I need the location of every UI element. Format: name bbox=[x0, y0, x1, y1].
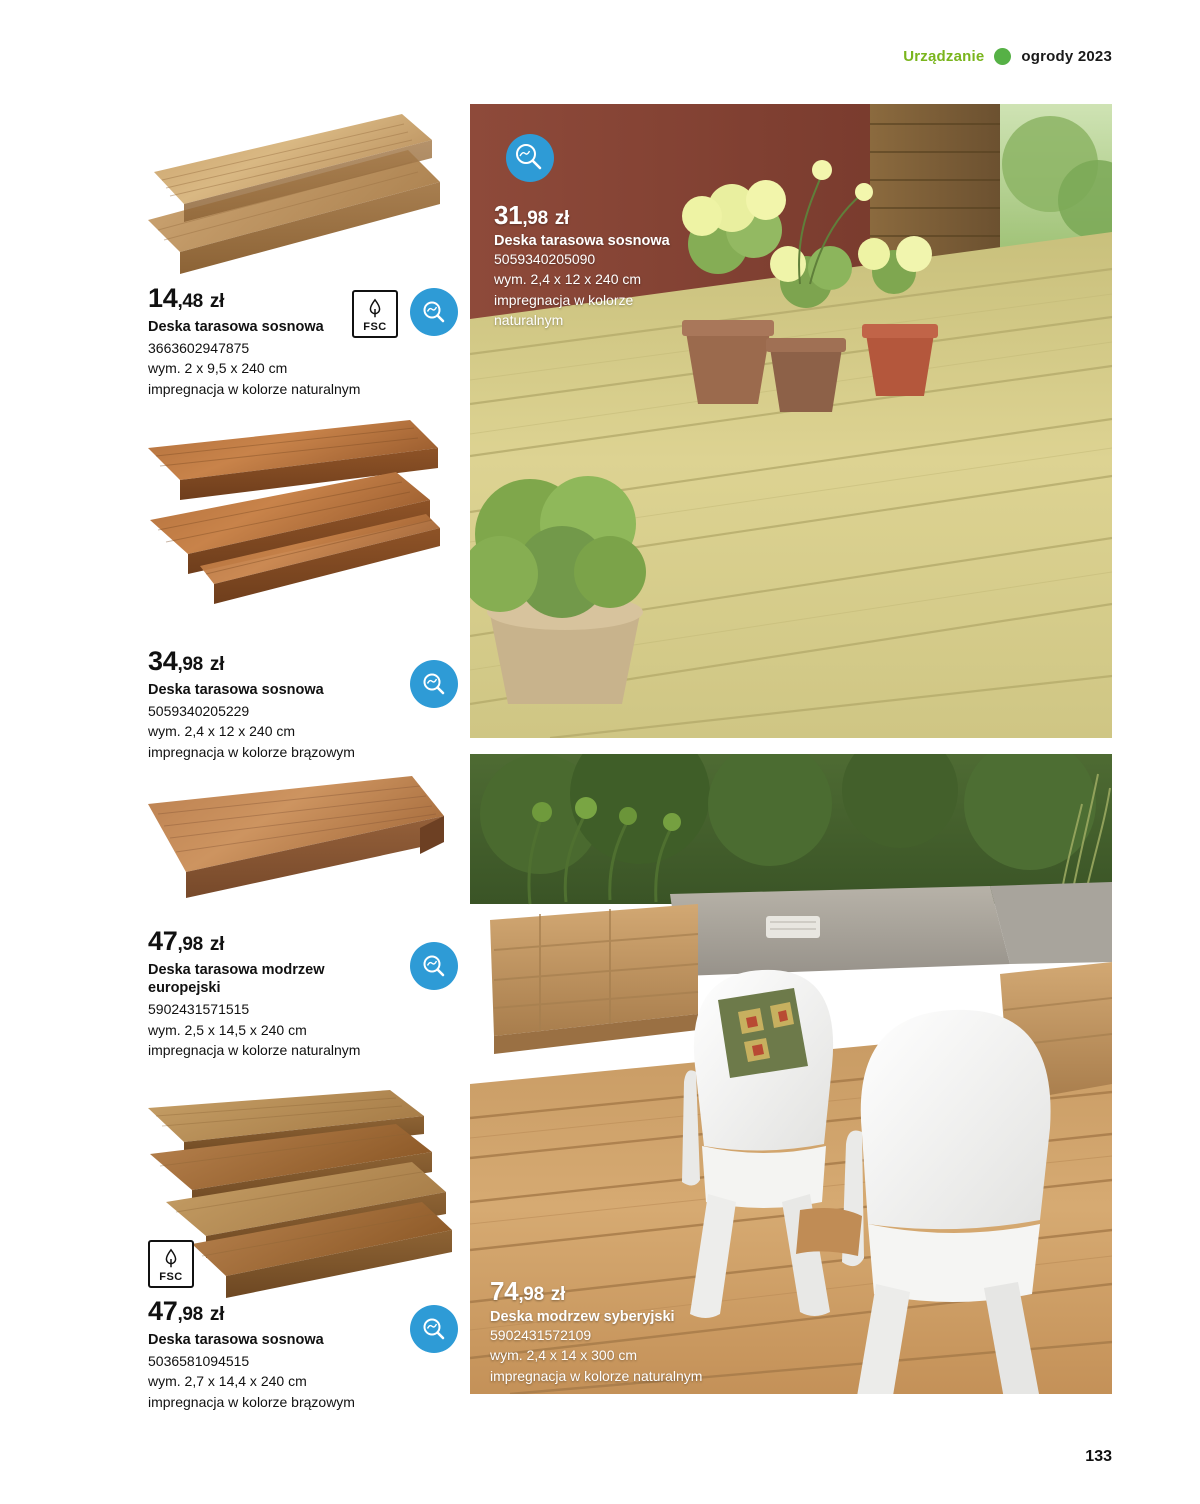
product-1-currency: zł bbox=[209, 291, 225, 312]
product-3-impregnation: impregnacja w kolorze naturalnym bbox=[148, 1041, 361, 1058]
page-header bbox=[903, 48, 1112, 65]
photo-2-price bbox=[490, 1276, 702, 1307]
magnifier-icon bbox=[421, 1316, 447, 1342]
magnifier-icon bbox=[421, 671, 447, 697]
product-4-dimensions: wym. 2,7 x 14,4 x 240 cm bbox=[148, 1373, 307, 1390]
zoom-detail-badge-1[interactable] bbox=[410, 288, 458, 336]
photo-2-impregnation-line-1: impregnacja w kolorze naturalnym bbox=[490, 1367, 703, 1384]
product-2-code: 5059340205229 bbox=[148, 703, 250, 720]
product-1-price-int: 14 bbox=[148, 283, 178, 313]
roof-terrace-photo bbox=[470, 754, 1112, 1394]
photo-2-code: 5902431572109 bbox=[490, 1327, 592, 1343]
product-4-price-int: 47 bbox=[148, 1296, 178, 1326]
left-product-column bbox=[0, 0, 470, 1504]
roof-terrace-caption bbox=[490, 1276, 702, 1386]
product-1-dimensions: wym. 2 x 9,5 x 240 cm bbox=[148, 360, 288, 377]
product-2-name: Deska tarasowa sosnowa bbox=[148, 682, 324, 698]
product-4-impregnation: impregnacja w kolorze brązowym bbox=[148, 1393, 355, 1410]
product-1-name: Deska tarasowa sosnowa bbox=[148, 319, 324, 335]
product-image-2 bbox=[140, 408, 460, 648]
photo-1-currency: zł bbox=[554, 208, 569, 229]
terrace-deck-photo bbox=[470, 104, 1112, 738]
header-brand-word: Urządzanie bbox=[903, 48, 985, 65]
product-2-impregnation: impregnacja w kolorze brązowym bbox=[148, 743, 355, 760]
product-2-price-int: 34 bbox=[148, 646, 178, 676]
photo-1-price-int: 31 bbox=[494, 200, 523, 230]
product-3-code: 5902431571515 bbox=[148, 1001, 250, 1018]
page-number: 133 bbox=[1085, 1448, 1112, 1465]
product-2-currency: zł bbox=[209, 654, 225, 675]
photo-1-price bbox=[494, 200, 670, 231]
photo-2-price-int: 74 bbox=[490, 1276, 519, 1306]
photo-1-impregnation-line-1: impregnacja w kolorze bbox=[494, 291, 634, 308]
photo-1-impregnation-line-2: naturalnym bbox=[494, 311, 564, 328]
header-dot-icon bbox=[994, 48, 1011, 65]
header-catalog-label: ogrody 2023 bbox=[1021, 48, 1112, 65]
magnifier-icon bbox=[421, 953, 447, 979]
zoom-detail-badge-4[interactable] bbox=[410, 1305, 458, 1353]
photo-1-code: 5059340205090 bbox=[494, 251, 596, 267]
product-4-name: Deska tarasowa sosnowa bbox=[148, 1332, 324, 1348]
fsc-tree-icon bbox=[160, 1248, 182, 1270]
product-3-price-dec: ,98 bbox=[177, 934, 203, 955]
product-3-currency: zł bbox=[209, 934, 225, 955]
photo-2-currency: zł bbox=[550, 1284, 565, 1305]
product-4-code: 5036581094515 bbox=[148, 1353, 250, 1370]
photo-2-name: Deska modrzew syberyjski bbox=[490, 1309, 675, 1325]
product-3-dimensions: wym. 2,5 x 14,5 x 240 cm bbox=[148, 1021, 307, 1038]
product-4-currency: zł bbox=[209, 1304, 225, 1325]
product-4-price-dec: ,98 bbox=[177, 1304, 203, 1325]
photo-1-dimensions: wym. 2,4 x 12 x 240 cm bbox=[494, 271, 642, 288]
magnifier-icon bbox=[421, 299, 447, 325]
photo-1-name: Deska tarasowa sosnowa bbox=[494, 233, 670, 249]
product-3-name: Deska tarasowa modrzew europejski bbox=[148, 962, 325, 997]
photo-2-dimensions: wym. 2,4 x 14 x 300 cm bbox=[490, 1347, 638, 1364]
fsc-badge-1-label: FSC bbox=[363, 320, 387, 333]
photo-1-price-dec: ,98 bbox=[522, 208, 548, 229]
product-image-4 bbox=[140, 1080, 460, 1330]
fsc-badge-1 bbox=[352, 290, 398, 338]
fsc-badge-2 bbox=[148, 1240, 194, 1288]
product-1-code: 3663602947875 bbox=[148, 340, 250, 357]
terrace-deck-caption bbox=[494, 200, 670, 330]
product-2-dimensions: wym. 2,4 x 12 x 240 cm bbox=[148, 723, 296, 740]
zoom-detail-badge-3[interactable] bbox=[410, 942, 458, 990]
fsc-badge-2-label: FSC bbox=[159, 1270, 183, 1283]
product-image-1 bbox=[140, 100, 460, 290]
product-2-price-dec: ,98 bbox=[177, 654, 203, 675]
product-1-impregnation: impregnacja w kolorze naturalnym bbox=[148, 380, 361, 397]
zoom-detail-badge-2[interactable] bbox=[410, 660, 458, 708]
product-3-price-int: 47 bbox=[148, 926, 178, 956]
patterned-cushion bbox=[718, 988, 808, 1078]
product-1-price-dec: ,48 bbox=[177, 291, 203, 312]
photo-2-price-dec: ,98 bbox=[518, 1284, 544, 1305]
fsc-tree-icon bbox=[364, 298, 386, 320]
